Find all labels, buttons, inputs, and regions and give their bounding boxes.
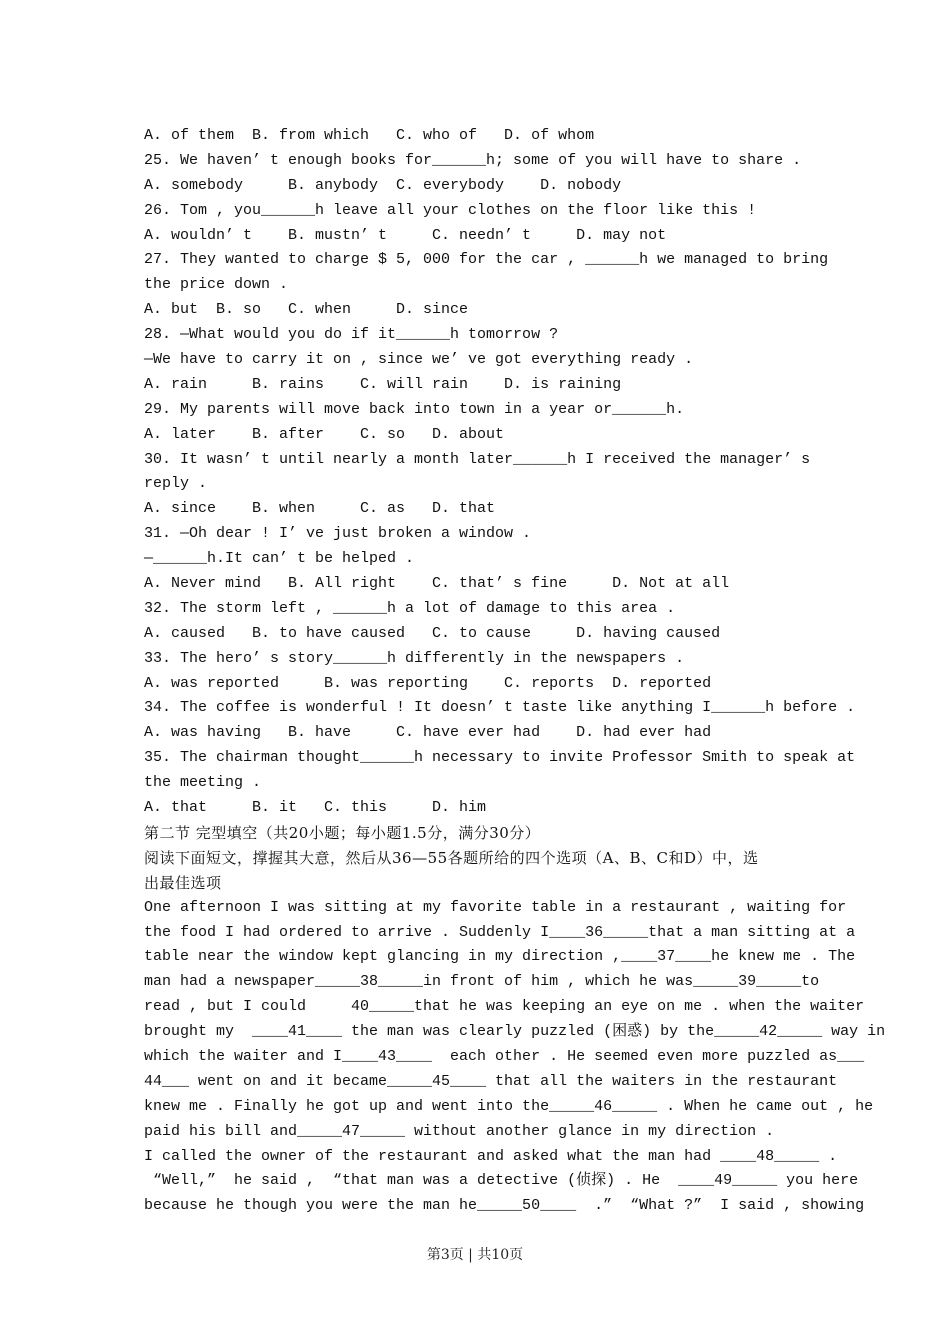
text-line: 31. —Oh dear ! I’ ve just broken a window . [144,525,532,543]
text-line: I called the owner of the restaurant and asked what the man had ____48_____ . [144,1147,838,1165]
text-line: A. somebody B. anybody C. everybody D. nobody [144,176,622,194]
page-body [144,124,886,1219]
text-line: A. caused B. to have caused C. to cause D. having caused [144,624,721,642]
text-line: “Well,” he said , “that man was a detective (侦探) . He ____49_____ you here [144,1172,859,1190]
text-line: 第二节 完型填空（共20小题；每小题1.5分，满分30分） [144,823,541,842]
text-line: 29. My parents will move back into town in a year or______h. [144,400,685,418]
text-line: 30. It wasn’ t until nearly a month later______h I received the manager’ s [144,450,811,468]
text-line: 32. The storm left , ______h a lot of damage to this area . [144,599,676,617]
text-line: 26. Tom , you______h leave all your clothes on the floor like this ! [144,201,757,219]
text-line: —______h.It can’ t be helped . [144,550,415,568]
text-line: brought my ____41____ the man was clearly puzzled (困惑) by the_____42_____ way in [144,1023,886,1041]
text-line: A. rain B. rains C. will rain D. is raining [144,375,622,393]
text-line: A. but B. so C. when D. since [144,301,469,319]
text-line: A. of them B. from which C. who of D. of whom [144,127,595,144]
text-line: knew me . Finally he got up and went into the_____46_____ . When he came out , he [144,1097,874,1115]
text-line: 44___ went on and it became_____45____ that all the waiters in the restaurant [144,1072,838,1090]
text-line: the meeting . [144,774,262,792]
text-line: 28. —What would you do if it______h tomorrow ? [144,326,559,344]
text-line: 27. They wanted to charge $ 5, 000 for the car , ______h we managed to bring [144,251,829,269]
text-line: A. Never mind B. All right C. that’ s fine D. Not at all [144,575,730,593]
text-line: the price down . [144,276,289,294]
text-line: A. was having B. have C. have ever had D. had ever had [144,724,712,742]
text-line: table near the window kept glancing in my direction ,____37____he knew me . The [144,948,856,966]
text-line: which the waiter and I____43____ each other . He seemed even more puzzled as___ [144,1047,865,1065]
text-line: man had a newspaper_____38_____in front of him , which he was_____39_____to [144,973,820,991]
text-line: —We have to carry it on , since we’ ve got everything ready . [144,351,694,369]
text-line: the food I had ordered to arrive . Suddenly I____36_____that a man sitting at a [144,923,856,941]
text-line: 出最佳选项 [144,873,222,892]
text-line: 阅读下面短文，撑握其大意，然后从36—55各题所给的四个选项（A、B、C和D）中，选 [144,848,759,867]
text-line: reply . [144,475,208,493]
text-line: 25. We haven’ t enough books for______h; some of you will have to share . [144,151,802,169]
text-line: A. wouldn’ t B. mustn’ t C. needn’ t D. may not [144,226,667,244]
text-line: A. later B. after C. so D. about [144,425,505,443]
text-line: One afternoon I was sitting at my favorite table in a restaurant , waiting for [144,898,847,916]
text-line: A. that B. it C. this D. him [144,799,487,817]
text-line: because he though you were the man he_____50____ .” “What ?” I said , showing [144,1197,865,1215]
text-line: paid his bill and_____47_____ without another glance in my direction . [144,1122,775,1140]
text-line: 34. The coffee is wonderful ! It doesn’ t taste like anything I______h before . [144,699,856,717]
text-line: A. was reported B. was reporting C. reports D. reported [144,674,712,692]
text-line: 35. The chairman thought______h necessary to invite Professor Smith to speak at [144,749,856,767]
text-line: 33. The hero’ s story______h differently in the newspapers . [144,649,685,667]
text-line: A. since B. when C. as D. that [144,500,496,518]
page-footer: 第3页 | 共10页 [426,1247,524,1263]
text-line: read , but I could 40_____that he was keeping an eye on me . when the waiter [144,998,865,1016]
